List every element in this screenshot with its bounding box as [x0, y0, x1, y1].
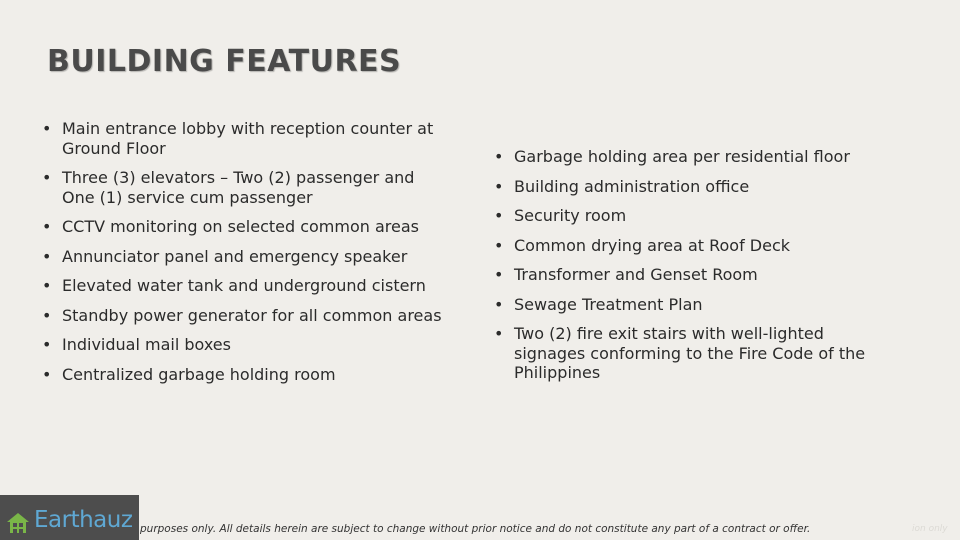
feature-text: Elevated water tank and underground cistern [62, 276, 426, 295]
feature-text: Sewage Treatment Plan [514, 294, 703, 314]
bullet-icon: • [42, 276, 52, 295]
list-item [42, 365, 442, 385]
logo-text: Earthauz [34, 507, 133, 533]
bullet-icon: • [42, 305, 52, 325]
bullet-icon: • [42, 246, 52, 266]
list-item [42, 276, 442, 296]
list-item [494, 324, 894, 383]
list-item [42, 119, 442, 158]
bullet-icon: • [494, 324, 504, 343]
list-item [42, 335, 442, 355]
bullet-icon: • [42, 217, 52, 236]
feature-text: Garbage holding area per residential floor [514, 147, 850, 166]
feature-text: Centralized garbage holding room [62, 364, 336, 384]
bullet-icon: • [42, 119, 52, 138]
bullet-icon: • [494, 294, 504, 314]
feature-text: Individual mail boxes [62, 335, 231, 354]
bullet-icon: • [42, 168, 52, 187]
list-item [494, 295, 894, 315]
feature-text: Security room [514, 206, 627, 225]
slide-title: BUILDING FEATURES [47, 44, 402, 79]
list-item [494, 177, 894, 197]
list-item [494, 147, 894, 167]
bullet-icon: • [42, 335, 52, 354]
bullet-icon: • [494, 147, 504, 166]
bullet-icon: • [494, 265, 504, 284]
right-feature-list [494, 147, 894, 393]
feature-text: Two (2) fire exit stairs with well-lighted signages conforming to the Fire Code of the Philippines [514, 324, 866, 382]
list-item [42, 306, 442, 326]
list-item [494, 236, 894, 256]
bullet-icon: • [494, 235, 504, 255]
list-item [42, 217, 442, 237]
left-feature-list [42, 119, 442, 394]
list-item [42, 168, 442, 207]
feature-text: Three (3) elevators – Two (2) passenger and One (1) service cum passenger [62, 168, 415, 207]
feature-text: Transformer and Genset Room [514, 265, 758, 284]
bullet-icon: • [494, 206, 504, 225]
feature-text: Common drying area at Roof Deck [514, 235, 791, 255]
feature-text: CCTV monitoring on selected common areas [62, 217, 420, 236]
disclaimer-text: purposes only. All details herein are subject to change without prior notice and do not constitute any part of a contract or offer. [140, 523, 811, 535]
feature-text: Building administration office [514, 176, 750, 196]
list-item [42, 247, 442, 267]
house-icon [6, 512, 30, 534]
list-item [494, 265, 894, 285]
faint-footer-text: ion only [912, 524, 948, 534]
bullet-icon: • [42, 364, 52, 384]
feature-text: Standby power generator for all common areas [62, 305, 442, 325]
bullet-icon: • [494, 176, 504, 196]
feature-text: Main entrance lobby with reception counter at Ground Floor [62, 119, 434, 158]
list-item [494, 206, 894, 226]
feature-text: Annunciator panel and emergency speaker [62, 246, 408, 266]
